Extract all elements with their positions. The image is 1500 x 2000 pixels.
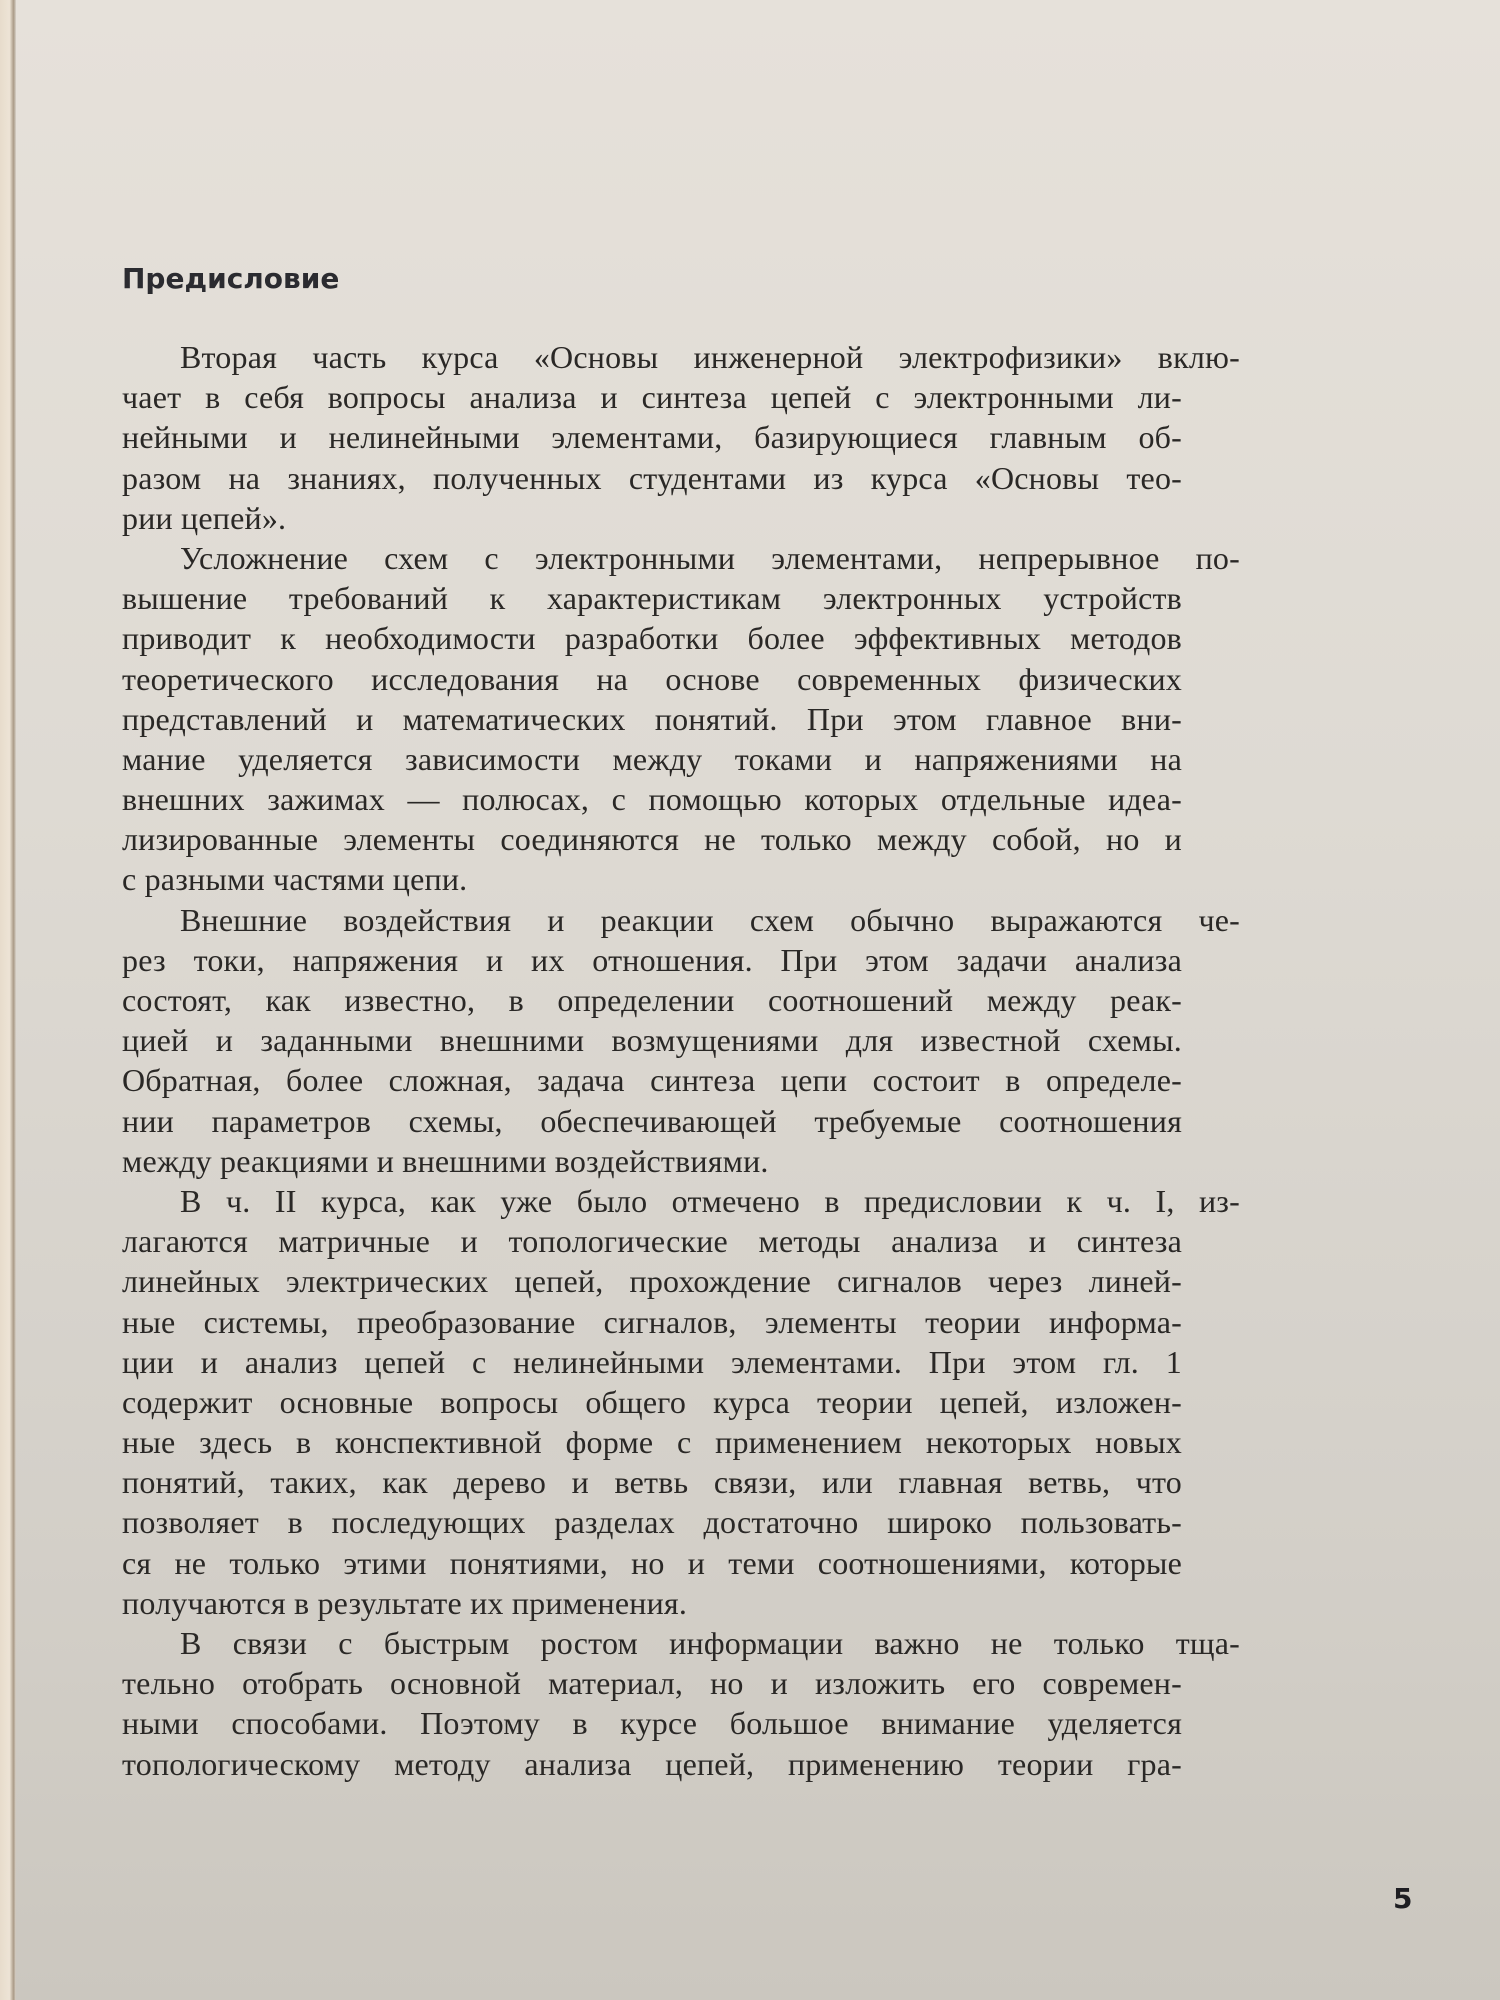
text-line: лагаются матричные и топологические методы анализа и синтеза <box>122 1223 1182 1260</box>
paragraph <box>122 538 1400 900</box>
text-line: состоят, как известно, в определении соотношений между реак- <box>122 982 1182 1018</box>
section-heading: Предисловие <box>122 262 340 295</box>
text-line: В ч. II курса, как уже было отмечено в предисловии к ч. I, из- <box>180 1182 1240 1219</box>
text-line: представлений и математических понятий. При этом главное вни- <box>122 700 1182 737</box>
text-line: Вторая часть курса «Основы инженерной электрофизики» вклю- <box>180 339 1240 375</box>
text-line: содержит основные вопросы общего курса теории цепей, изложен- <box>122 1383 1182 1420</box>
paragraph <box>122 900 1400 1181</box>
text-line: лизированные элементы соединяются не только между собой, но и <box>122 821 1182 858</box>
text-line: рез токи, напряжения и их отношения. При этом задачи анализа <box>122 941 1182 978</box>
text-line: ные системы, преобразование сигналов, элементы теории информа- <box>122 1303 1182 1340</box>
text-line: тельно отобрать основной материал, но и изложить его современ- <box>122 1665 1182 1702</box>
text-line: ся не только этими понятиями, но и теми соотношениями, которые <box>122 1544 1182 1581</box>
text-line: между реакциями и внешними воздействиями. <box>122 1142 769 1179</box>
book-page <box>122 262 1400 1784</box>
text-line: нии параметров схемы, обеспечивающей требуемые соотношения <box>122 1102 1182 1139</box>
paragraph <box>122 1181 1400 1623</box>
text-line: понятий, таких, как дерево и ветвь связи, или главная ветвь, что <box>122 1464 1182 1501</box>
text-line: Обратная, более сложная, задача синтеза цепи состоит в определе- <box>122 1062 1182 1099</box>
text-line: вышение требований к характеристикам электронных устройств <box>122 580 1182 617</box>
text-line: мание уделяется зависимости между токами и напряжениями на <box>122 740 1182 777</box>
paragraph <box>122 337 1400 538</box>
text-line: линейных электрических цепей, прохождение сигналов через линей- <box>122 1263 1182 1300</box>
text-line: чает в себя вопросы анализа и синтеза цепей с электронными ли- <box>122 379 1182 416</box>
text-line: нейными и нелинейными элементами, базирующиеся главным об- <box>122 419 1182 456</box>
text-line: ными способами. Поэтому в курсе большое внимание уделяется <box>122 1705 1182 1742</box>
text-line: с разными частями цепи. <box>122 861 468 898</box>
text-line: теоретического исследования на основе современных физических <box>122 660 1182 697</box>
page-number: 5 <box>1393 1882 1413 1915</box>
text-line: Усложнение схем с электронными элементами, непрерывное по- <box>180 539 1240 576</box>
text-line: получаются в результате их применения. <box>122 1584 688 1621</box>
text-line: разом на знаниях, полученных студентами из курса «Основы тео- <box>122 459 1182 496</box>
text-line: топологическому методу анализа цепей, применению теории гра- <box>122 1745 1182 1782</box>
text-line: цией и заданными внешними возмущениями для известной схемы. <box>122 1022 1182 1059</box>
text-line: ные здесь в конспективной форме с применением некоторых новых <box>122 1424 1182 1461</box>
text-line: внешних зажимах — полюсах, с помощью которых отдельные идеа- <box>122 781 1182 818</box>
text-line: В связи с быстрым ростом информации важно не только тща- <box>180 1625 1240 1661</box>
paragraph <box>122 1623 1400 1784</box>
text-line: позволяет в последующих разделах достаточно широко пользовать- <box>122 1504 1182 1541</box>
text-line: рии цепей». <box>122 499 287 536</box>
text-line: Внешние воздействия и реакции схем обычно выражаются че- <box>180 901 1240 938</box>
book-spine-edge <box>0 0 16 2000</box>
text-line: ции и анализ цепей с нелинейными элементами. При этом гл. 1 <box>122 1343 1182 1380</box>
body-text <box>122 337 1400 1784</box>
text-line: приводит к необходимости разработки более эффективных методов <box>122 620 1182 657</box>
